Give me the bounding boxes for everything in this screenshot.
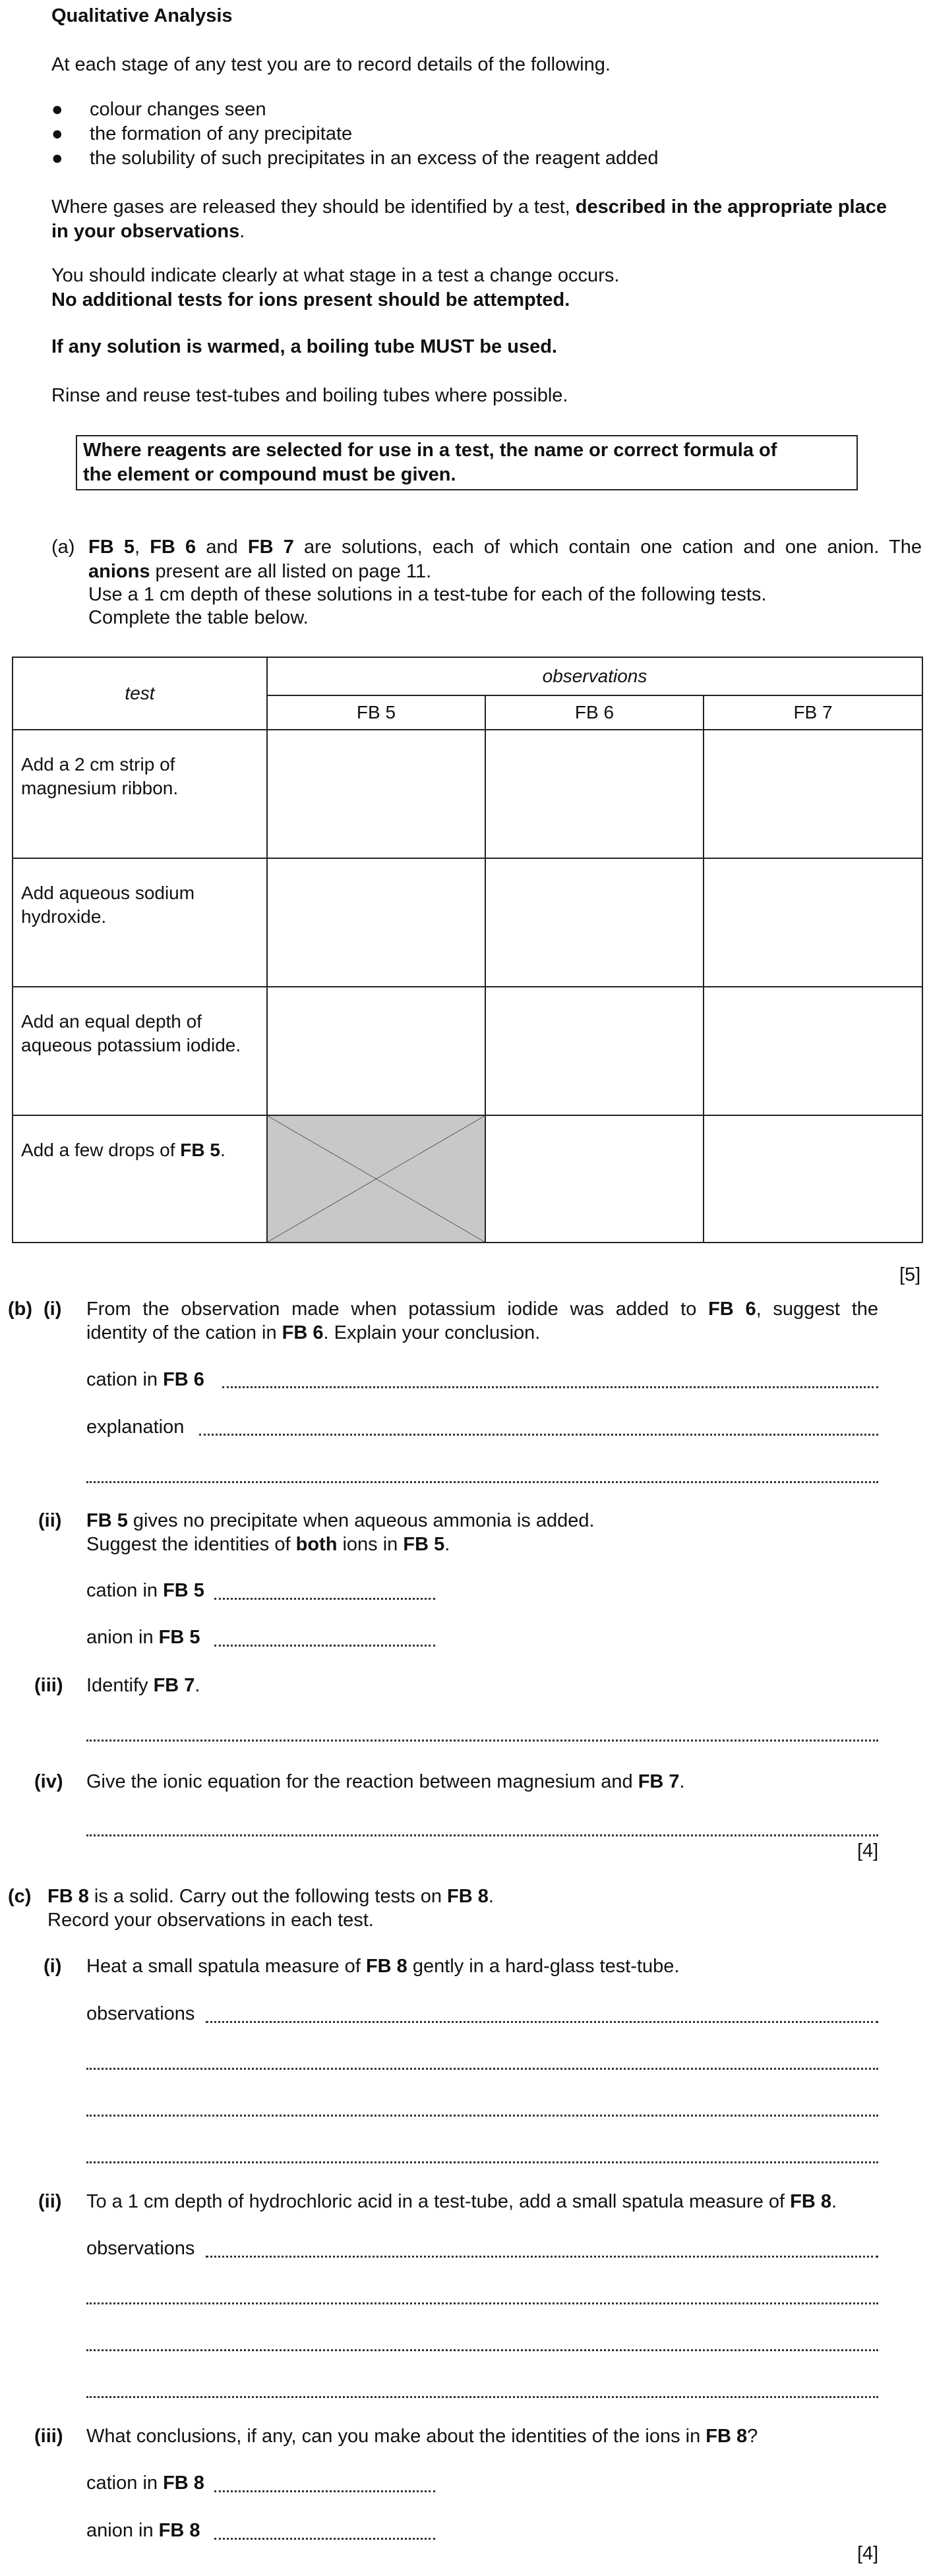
part-b-iii-label: (iii) bbox=[34, 1675, 63, 1696]
answer-line-cation-fb5[interactable] bbox=[214, 1598, 435, 1600]
answer-cell-fb5[interactable] bbox=[267, 730, 485, 858]
observations-column-header: observations bbox=[267, 657, 922, 695]
answer-line-observations[interactable] bbox=[86, 2349, 878, 2351]
row-label-sodium-hydroxide: Add aqueous sodium hydroxide. bbox=[13, 858, 267, 987]
part-c-line1: FB 8 is a solid. Carry out the following tests on FB 8. bbox=[47, 1886, 494, 1907]
part-b-i-line1: From the observation made when potassium iodide was added to FB 6, suggest the bbox=[86, 1299, 879, 1320]
part-b-ii-label: (ii) bbox=[38, 1510, 62, 1531]
part-b-i-line2: identity of the cation in FB 6. Explain your conclusion. bbox=[86, 1322, 541, 1343]
anion-fb8-label: anion in FB 8 bbox=[86, 2520, 200, 2541]
warm-note: If any solution is warmed, a boiling tube MUST be used. bbox=[51, 336, 557, 357]
answer-cell-fb6[interactable] bbox=[485, 858, 704, 987]
answer-line-observations[interactable] bbox=[206, 2021, 878, 2023]
answer-cell-fb7[interactable] bbox=[704, 858, 922, 987]
answer-cell-fb5[interactable] bbox=[267, 987, 485, 1115]
answer-cell-fb6[interactable] bbox=[485, 730, 704, 858]
gas-note: Where gases are released they should be identified by a test, described in the appropriate place in your observations. bbox=[51, 196, 887, 242]
answer-cell-fb7[interactable] bbox=[704, 987, 922, 1115]
cation-fb5-label: cation in FB 5 bbox=[86, 1580, 204, 1601]
observations-table bbox=[12, 657, 923, 1243]
observations-label: observations bbox=[86, 2238, 195, 2259]
part-c-line2: Record your observations in each test. bbox=[47, 1910, 374, 1931]
table-row bbox=[13, 730, 922, 858]
part-a-line3: Use a 1 cm depth of these solutions in a test-tube for each of the following tests. bbox=[88, 584, 767, 605]
part-a-line1: FB 5, FB 6 and FB 7 are solutions, each of which contain one cation and one anion. The bbox=[88, 537, 922, 558]
answer-line-explanation-2[interactable] bbox=[86, 1481, 878, 1483]
part-c-iii-label: (iii) bbox=[34, 2426, 63, 2447]
part-b-ii-line2: Suggest the identities of both ions in FB 5. bbox=[86, 1534, 450, 1555]
part-b-iii-text: Identify FB 7. bbox=[86, 1675, 200, 1696]
part-b-marks: [4] bbox=[857, 1840, 879, 1861]
answer-line-anion-fb8[interactable] bbox=[214, 2538, 435, 2540]
row-label-fb5-drops: Add a few drops of FB 5. bbox=[13, 1115, 267, 1243]
part-c-iii-text: What conclusions, if any, can you make about the identities of the ions in FB 8? bbox=[86, 2426, 758, 2447]
rinse-note: Rinse and reuse test-tubes and boiling tubes where possible. bbox=[51, 385, 568, 406]
part-c-marks: [4] bbox=[857, 2543, 879, 2564]
answer-cell-fb7[interactable] bbox=[704, 1115, 922, 1243]
reagent-notice-box bbox=[76, 435, 858, 490]
anion-fb5-label: anion in FB 5 bbox=[86, 1627, 200, 1648]
answer-line-anion-fb5[interactable] bbox=[214, 1645, 435, 1647]
bullet-item: ● colour changes seen bbox=[51, 99, 266, 120]
col-header-fb5: FB 5 bbox=[267, 695, 485, 730]
part-a-label: (a) bbox=[51, 537, 75, 558]
cation-fb8-label: cation in FB 8 bbox=[86, 2473, 204, 2494]
col-header-fb7: FB 7 bbox=[704, 695, 922, 730]
no-tests-note: No additional tests for ions present should be attempted. bbox=[51, 289, 570, 310]
reagent-notice-text: Where reagents are selected for use in a test, the name or correct formula of the element or compound must be given. bbox=[83, 440, 777, 485]
answer-cell-fb5[interactable] bbox=[267, 858, 485, 987]
cross-mark-icon bbox=[268, 1116, 485, 1242]
answer-line-fb7[interactable] bbox=[86, 1740, 878, 1742]
part-c-ii-label: (ii) bbox=[38, 2191, 62, 2212]
part-c-label: (c) bbox=[8, 1886, 32, 1907]
answer-line-observations[interactable] bbox=[86, 2115, 878, 2117]
page-title: Qualitative Analysis bbox=[51, 5, 233, 26]
bullet-item: ● the formation of any precipitate bbox=[51, 123, 353, 144]
part-a-line2: anions present are all listed on page 11. bbox=[88, 561, 432, 582]
row-label-magnesium: Add a 2 cm strip of magnesium ribbon. bbox=[13, 730, 267, 858]
answer-cell-fb7[interactable] bbox=[704, 730, 922, 858]
answer-line-observations[interactable] bbox=[86, 2161, 878, 2163]
answer-line-cation-fb6[interactable] bbox=[222, 1386, 878, 1388]
part-b-iv-text: Give the ionic equation for the reaction between magnesium and FB 7. bbox=[86, 1771, 685, 1792]
part-b-ii-line1: FB 5 gives no precipitate when aqueous ammonia is added. bbox=[86, 1510, 595, 1531]
bullet-list bbox=[51, 99, 658, 172]
table-row bbox=[13, 1115, 922, 1243]
answer-line-explanation[interactable] bbox=[199, 1434, 878, 1436]
answer-line-ionic-equation[interactable] bbox=[86, 1834, 878, 1836]
part-a-marks: [5] bbox=[899, 1264, 921, 1285]
table-row bbox=[13, 987, 922, 1115]
stage-note: You should indicate clearly at what stage in a test a change occurs. bbox=[51, 265, 620, 286]
intro-text: At each stage of any test you are to record details of the following. bbox=[51, 54, 611, 75]
crossed-out-cell bbox=[267, 1115, 485, 1243]
part-c-ii-text: To a 1 cm depth of hydrochloric acid in a test-tube, add a small spatula measure of FB 8. bbox=[86, 2191, 837, 2212]
answer-line-observations[interactable] bbox=[86, 2068, 878, 2070]
part-c-i-text: Heat a small spatula measure of FB 8 gently in a hard-glass test-tube. bbox=[86, 1956, 680, 1977]
col-header-fb6: FB 6 bbox=[485, 695, 704, 730]
answer-line-observations[interactable] bbox=[86, 2396, 878, 2398]
answer-line-cation-fb8[interactable] bbox=[214, 2490, 435, 2492]
answer-cell-fb6[interactable] bbox=[485, 987, 704, 1115]
explanation-label: explanation bbox=[86, 1417, 185, 1438]
part-c-i-label: (i) bbox=[44, 1956, 62, 1977]
part-a-line4: Complete the table below. bbox=[88, 607, 309, 628]
answer-line-observations[interactable] bbox=[206, 2256, 878, 2258]
test-column-header: test bbox=[13, 657, 267, 730]
observations-label: observations bbox=[86, 2003, 195, 2024]
cation-fb6-label: cation in FB 6 bbox=[86, 1369, 204, 1390]
answer-line-observations[interactable] bbox=[86, 2302, 878, 2304]
bullet-item: ● the solubility of such precipitates in an excess of the reagent added bbox=[51, 148, 659, 169]
part-b-i-label: (i) bbox=[44, 1299, 62, 1320]
part-b-label: (b) bbox=[8, 1299, 33, 1320]
answer-cell-fb6[interactable] bbox=[485, 1115, 704, 1243]
part-b-iv-label: (iv) bbox=[34, 1771, 63, 1792]
table-row bbox=[13, 858, 922, 987]
row-label-potassium-iodide: Add an equal depth of aqueous potassium iodide. bbox=[13, 987, 267, 1115]
